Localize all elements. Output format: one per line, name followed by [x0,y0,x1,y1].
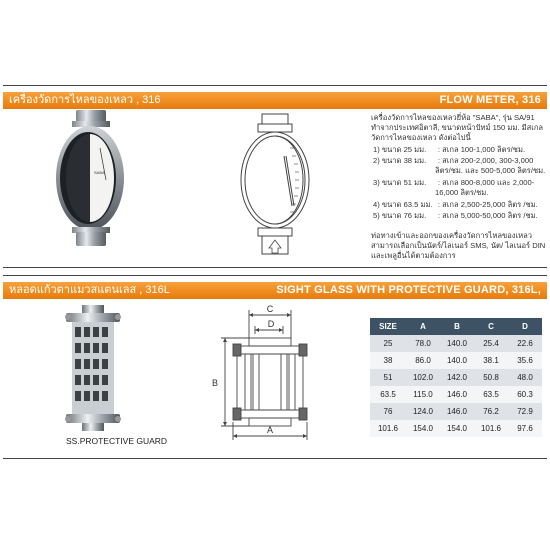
table-cell: 78.0 [406,335,440,352]
sight-glass-drawing [205,302,335,444]
table-header-size: SIZE [370,318,406,335]
table-cell: 146.0 [440,386,474,403]
table-cell: 101.6 [370,420,406,437]
table-cell: 142.0 [440,369,474,386]
table-header-d: D [508,318,542,335]
table-cell: 38.1 [474,352,508,369]
dim-label-d: D [267,319,275,329]
table-row [370,420,542,437]
table-cell: 38 [370,352,406,369]
dim-label-a: A [266,425,274,435]
flow-item-3: 3) ขนาด 51 มม. : สเกล 800-8,000 และ 2,000- [373,178,535,187]
table-header-a: A [406,318,440,335]
table-cell: 115.0 [406,386,440,403]
table-cell: 76.2 [474,403,508,420]
table-row [370,352,542,369]
table-cell: 124.0 [406,403,440,420]
table-cell: 154.0 [406,420,440,437]
table-cell: 140.0 [440,335,474,352]
flow-note-3: และเพลูอื่นได้ตามต้องการ [371,251,456,260]
dim-label-c: C [266,304,274,314]
sight-glass-header-bar [3,282,547,299]
table-row [370,369,542,386]
flow-meter-header-bar [3,92,547,109]
flow-meter-title-thai: เครื่องวัดการไหลของเหลว , 316 [9,94,161,106]
flow-item-1: 1) ขนาด 25 มม. : สเกล 100-1,000 ลิตร/ชม. [373,145,526,154]
flow-meter-title-en: FLOW METER, 316 [439,94,541,106]
flow-note-2: สามารถเลือกเป็นนัตร์/ไลเนอร์ SMS, นัต/ ไลเนอร์ DIN [371,241,546,250]
section1-bottom-rule [3,267,547,268]
section1-top-rule [3,85,547,86]
table-cell: 48.0 [508,369,542,386]
table-cell: 97.6 [508,420,542,437]
table-cell: 72.9 [508,403,542,420]
table-cell: 86.0 [406,352,440,369]
flow-meter-photo [40,108,140,250]
table-cell: 140.0 [440,352,474,369]
table-cell: 154.0 [440,420,474,437]
svg-text:SABA: SABA [94,170,105,175]
dim-label-b: B [211,378,219,388]
section2-bottom-rule [3,458,547,459]
table-cell: 50.8 [474,369,508,386]
table-cell: 25.4 [474,335,508,352]
flow-item-5: 5) ขนาด 76 มม. : สเกล 5,000-50,000 ลิตร /ชม. [373,211,538,220]
table-cell: 102.0 [406,369,440,386]
sight-glass-caption: SS.PROTECTIVE GUARD [66,436,168,446]
flow-meter-desc-1: เครื่องวัดการไหลของเหลวยี่ห้อ "SABA", รุ่น SA/91 [371,113,535,122]
table-cell: 22.6 [508,335,542,352]
table-header-row [370,318,542,335]
flow-meter-drawing [228,112,328,262]
flow-meter-desc-3: วัดการไหลของเหลว ดังต่อไปนี้ [371,133,471,142]
table-row [370,403,542,420]
table-row [370,335,542,352]
table-cell: 63.5 [474,386,508,403]
flow-item-3-cont: 16,000 ลิตร/ชม. [435,188,489,197]
flow-item-4: 4) ขนาด 63.5 มม. : สเกล 2,500-25,000 ลิตร /ชม. [373,200,538,209]
flow-note-1: ท่อทางเข้าและออกของเครื่องวัดการไหลของเหลว [371,231,533,240]
sight-glass-title-thai: หลอดแก้วตาแมวสแตนเลส , 316L [9,284,170,296]
table-cell: 51 [370,369,406,386]
table-header-b: B [440,318,474,335]
table-cell: 25 [370,335,406,352]
table-cell: 101.6 [474,420,508,437]
table-cell: 146.0 [440,403,474,420]
flow-item-2-cont: ลิตร/ชม. และ 500-5,000 ลิตร/ชม. [435,166,546,175]
table-cell: 60.3 [508,386,542,403]
table-cell: 63.5 [370,386,406,403]
sight-glass-dimension-table [370,318,542,437]
section2-top-rule [3,275,547,276]
sight-glass-title-en: SIGHT GLASS WITH PROTECTIVE GUARD, 316L, [276,284,541,296]
flow-meter-desc-2: ทำจากประเทศอิตาลี, ขนาดหน้าปัทม์ 150 มม. มีสเกล [371,123,544,132]
table-row [370,386,542,403]
flow-item-2: 2) ขนาด 38 มม. : สเกล 200-2,000, 300-3,000 [373,156,534,165]
sight-glass-photo [58,303,128,433]
table-cell: 35.6 [508,352,542,369]
flow-arrow-icon [269,240,281,253]
table-cell: 76 [370,403,406,420]
table-header-c: C [474,318,508,335]
